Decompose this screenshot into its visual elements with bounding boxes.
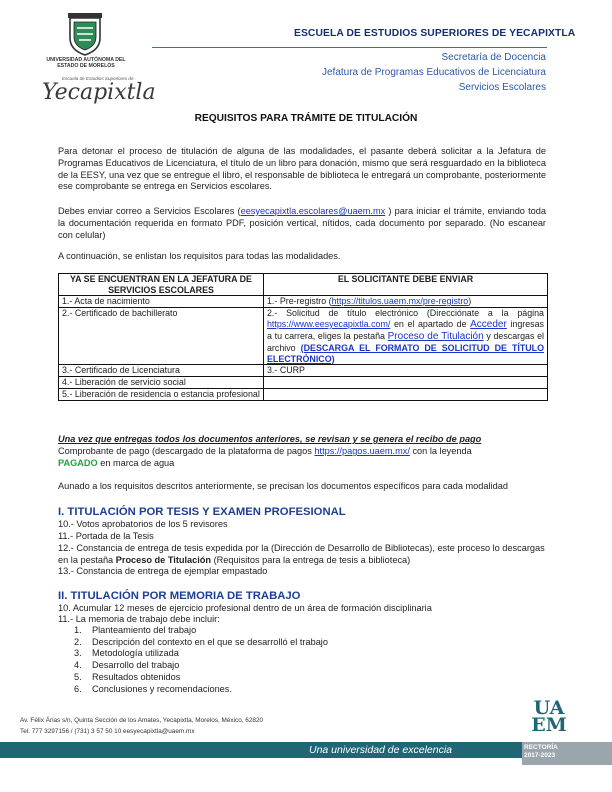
uaem-logo-line2: EM — [531, 714, 567, 736]
email-para-after: ) para iniciar el trámite, enviando toda la documentación requerida en formato PDF, posición vertical, nítidos, cada documento por separado. (No escanear con celular) — [58, 206, 546, 240]
solicitud-text-a: 2.- Solicitud de título electrónico (Direcciónate a la página — [267, 307, 544, 318]
cell-empty — [264, 377, 548, 389]
payment-proof-before: Comprobante de pago (descargado de la plataforma de pagos — [58, 446, 315, 456]
cell-curp: 3.- CURP — [264, 365, 548, 377]
solicitud-text-b: en el apartado de — [390, 318, 471, 329]
eesy-website-link[interactable]: https://www.eesyecapixtla.com/ — [267, 318, 391, 329]
table-header-row — [59, 274, 548, 296]
list-intro: A continuación, se enlistan los requisitos para todas las modalidades. — [58, 251, 341, 261]
university-name — [40, 57, 132, 69]
list-item-text: Metodología utilizada — [92, 648, 179, 659]
tesis-item-12-a: 12.- Constancia de entrega de tesis expedida por la (Dirección de Desarrollo de Bibliotecas), este proceso lo descargas en la pestaña — [58, 543, 545, 565]
document-title: REQUISITOS PARA TRÁMITE DE TITULACIÓN — [194, 113, 418, 124]
payment-note — [58, 434, 546, 446]
pre-registro-link[interactable]: https://titulos.uaem.mx/pre-registro — [331, 296, 469, 306]
tesis-item-11: 11.- Portada de la Tesis — [58, 531, 154, 541]
uaem-logo-line1: UA — [533, 697, 565, 719]
solicitud-text-c: ingresas a tu carrera, eliges la pestaña — [267, 318, 544, 341]
pre-registro-label: 1.- Pre-registro ( — [267, 296, 332, 306]
list-item — [74, 637, 328, 649]
tesis-item-12-b: Proceso de Titulación — [115, 554, 212, 565]
table-row — [59, 377, 548, 389]
footer-slogan: Una universidad de excelencia — [309, 744, 453, 756]
table-row — [59, 365, 548, 377]
list-item-text: Conclusiones y recomendaciones. — [92, 683, 232, 694]
descarga-formato-link[interactable]: (DESCARGA EL FORMATO DE SOLICITUD DE TÍTULO ELECTRÓNICO) — [267, 342, 545, 364]
section-tesis-heading: I. TITULACIÓN POR TESIS Y EXAMEN PROFESIONAL — [58, 506, 346, 518]
cell-bachillerato: 2.- Certificado de bachillerato — [59, 307, 264, 365]
cell-pre-registro — [264, 296, 548, 308]
rectoria-label — [524, 744, 558, 759]
services-email-link[interactable]: eesyecapixtla.escolares@uaem.mx — [240, 206, 386, 216]
header-divider — [152, 47, 547, 48]
list-item — [74, 648, 328, 660]
solicitud-text-d: y descargas el archivo — [267, 330, 544, 353]
tesis-item-13: 13.- Constancia de entrega de ejemplar empastado — [58, 566, 268, 576]
payment-proof-after: con la leyenda — [409, 446, 472, 456]
table-row — [59, 307, 548, 365]
payment-paid-after: en marca de agua — [97, 457, 175, 468]
list-item — [74, 660, 328, 672]
university-crest-icon — [66, 12, 104, 56]
cell-servicio-social: 4.- Liberación de servicio social — [59, 377, 264, 389]
list-item-number: 4. — [74, 660, 82, 671]
email-para-before: Debes enviar correo a Servicios Escolares ( — [58, 206, 241, 216]
list-item-number: 5. — [74, 671, 82, 682]
list-item-number: 1. — [74, 625, 82, 635]
yecapixtla-logo — [42, 80, 156, 105]
pre-registro-end: ) — [468, 296, 472, 306]
memoria-sublist — [74, 625, 328, 695]
requirements-table — [58, 273, 548, 401]
list-item-text: Resultados obtenidos — [92, 671, 181, 682]
table-row — [59, 296, 548, 308]
school-title: ESCUELA DE ESTUDIOS SUPERIORES DE YECAPIXTLA — [294, 28, 576, 39]
memoria-item-11: 11.- La memoria de trabajo debe incluir: — [58, 614, 220, 624]
header-sub-docencia: Secretaría de Docencia — [441, 52, 546, 63]
header-sub-jefatura: Jefatura de Programas Educativos de Licenciatura — [321, 67, 546, 78]
table-row — [59, 389, 548, 401]
footer-address: Av. Félix Árias s/n, Quinta Sección de los Amates, Yecapixtla, Morelos, México, 62820 — [20, 717, 264, 724]
eesy-small-label: Escuela de Estudios Superiores de — [62, 76, 134, 81]
cell-certificado-licenciatura: 3.- Certificado de Licenciatura — [59, 365, 264, 377]
cell-empty — [264, 389, 548, 401]
email-paragraph — [58, 206, 546, 241]
pagos-link[interactable]: https://pagos.uaem.mx/ — [314, 446, 410, 456]
acceder-link[interactable]: Acceder — [470, 318, 507, 330]
footer-phone: Tel. 777 3297156 / (731) 3 57 50 10 eesyecapixtla@uaem.mx — [20, 728, 195, 735]
list-item — [74, 672, 328, 684]
list-item — [74, 625, 328, 637]
rectoria-years: 2017-2023 — [524, 751, 556, 759]
university-name-line1: UNIVERSIDAD AUTÓNOMA DEL — [46, 57, 126, 63]
list-item-number: 6. — [74, 683, 82, 694]
cell-acta: 1.- Acta de nacimiento — [59, 296, 264, 308]
list-item-number: 3. — [74, 648, 82, 659]
rectoria-title: RECTORÍA — [524, 744, 558, 751]
col-header-jefatura: YA SE ENCUENTRAN EN LA JEFATURA DE SERVICIOS ESCOLARES — [59, 274, 264, 296]
cell-solicitud-titulo — [264, 307, 548, 365]
tesis-item-10: 10.- Votos aprobatorios de los 5 revisores — [58, 519, 228, 529]
uaem-logo — [524, 697, 574, 736]
tesis-item-12-c: (Requisitos para la entrega de tesis a biblioteca) — [211, 554, 411, 565]
list-item-number: 2. — [74, 636, 82, 647]
proceso-titulacion-link[interactable]: Proceso de Titulación — [387, 330, 484, 342]
tesis-item-12 — [58, 543, 546, 566]
cell-residencia: 5.- Liberación de residencia o estancia profesional — [59, 389, 264, 401]
col-header-solicitante: EL SOLICITANTE DEBE ENVIAR — [264, 274, 548, 296]
payment-proof — [58, 446, 546, 469]
yecapixtla-logo-text: Yecapixtla — [42, 80, 156, 105]
intro-paragraph: Para detonar el proceso de titulación de alguna de las modalidades, el pasante deberá solicitar a la Jefatura de Programas Educativos de Licenciatura, el título de un libro para donación, mismo que será resguardado en la biblioteca de la EESY, una vez que se entregue el libro, el responsable de biblioteca le entregará un comprobante, posteriormente ese comprobante se entrega en Servicios escolares. — [58, 146, 546, 192]
list-item-text: Desarrollo del trabajo — [92, 660, 180, 671]
header-sub-servicios: Servicios Escolares — [458, 82, 546, 93]
list-item-text: Planteamiento del trabajo — [92, 625, 197, 635]
list-item — [74, 684, 328, 696]
payment-note-text: Una vez que entregas todos los documentos anteriores, se revisan y se genera el recibo de pago — [58, 434, 482, 444]
modalities-intro: Aunado a los requisitos descritos anteriormente, se precisan los documentos específicos para cada modalidad — [58, 481, 508, 491]
pagado-label: PAGADO — [58, 457, 98, 468]
section-memoria-heading: II. TITULACIÓN POR MEMORIA DE TRABAJO — [58, 590, 301, 602]
university-name-line2: ESTADO DE MORELOS — [57, 63, 115, 69]
list-item-text: Descripción del contexto en el que se desarrolló el trabajo — [92, 636, 328, 647]
memoria-item-10: 10. Acumular 12 meses de ejercicio profesional dentro de un área de formación disciplinaria — [58, 603, 432, 613]
